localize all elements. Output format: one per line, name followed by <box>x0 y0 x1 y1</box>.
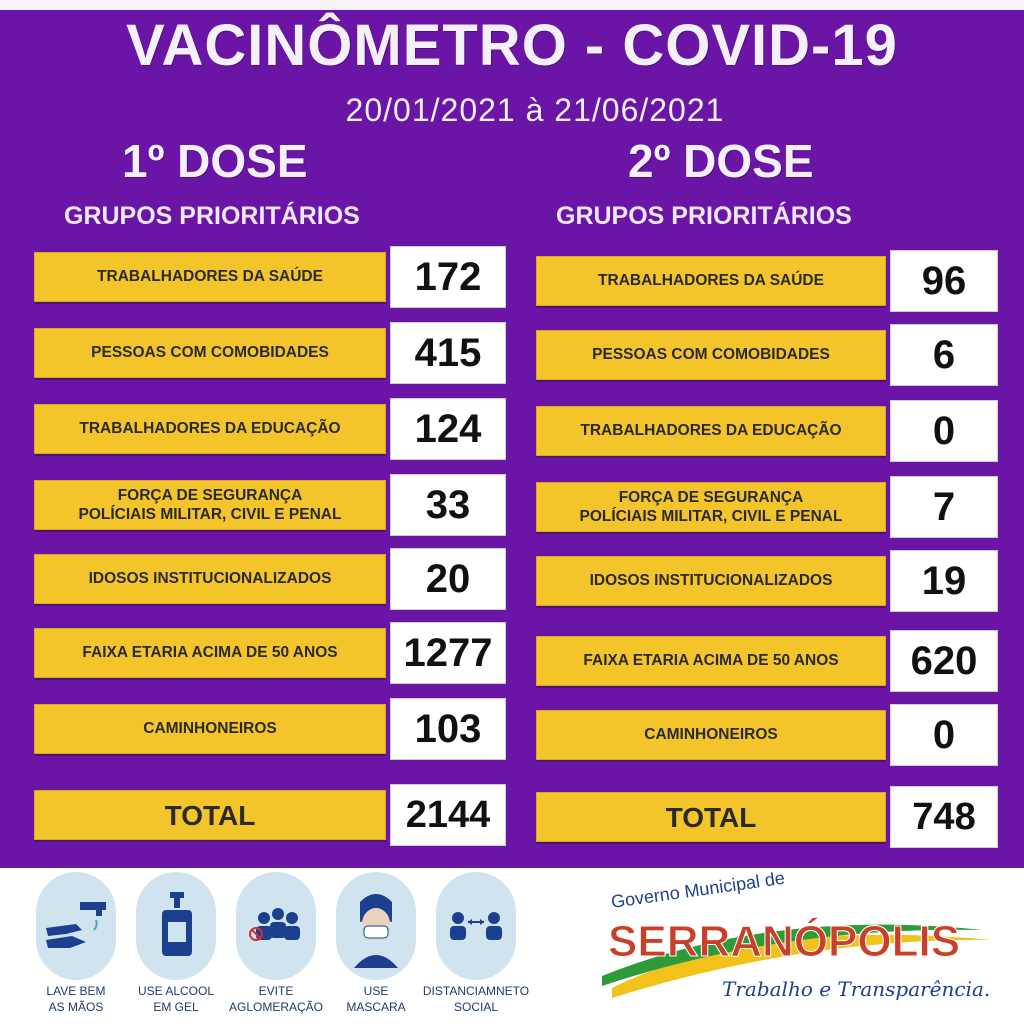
date-range: 20/01/2021 à 21/06/2021 <box>345 92 725 128</box>
prevention-item <box>30 872 122 1022</box>
sanitizer-icon <box>136 872 216 980</box>
dose2-row-value: 6 <box>890 324 998 386</box>
dose1-row <box>34 474 506 534</box>
dose2-group-title: GRUPOS PRIORITÁRIOS <box>556 202 852 230</box>
dose2-row-label: TRABALHADORES DA EDUCAÇÃO <box>536 406 886 456</box>
dose2-row-value: 0 <box>890 704 998 766</box>
prevention-label: USE MASCARA <box>346 984 406 1014</box>
dose2-row-label: FORÇA DE SEGURANÇA POLÍCIAIS MILITAR, CIVIL E PENAL <box>536 482 886 532</box>
prevention-item <box>422 872 530 1022</box>
dose1-row <box>34 698 506 758</box>
dose1-total-value: 2144 <box>390 784 506 846</box>
dose2-row <box>536 704 998 764</box>
dose1-row-value: 33 <box>390 474 506 536</box>
logo-slogan: Trabalho e Transparência. <box>722 977 991 1001</box>
dose2-row <box>536 550 998 610</box>
logo-name: SERRANÓPOLIS <box>608 917 961 966</box>
dose2-row-value: 19 <box>890 550 998 612</box>
dose2-total-label: TOTAL <box>536 792 886 842</box>
dose2-row-label: PESSOAS COM COMOBIDADES <box>536 330 886 380</box>
dose2-total-row <box>536 786 998 846</box>
dose2-row <box>536 324 998 384</box>
prevention-label: DISTANCIAMNETO SOCIAL <box>422 984 530 1014</box>
prevention-label: USE ALCOOL EM GEL <box>137 984 215 1014</box>
dose1-row-value: 1277 <box>390 622 506 684</box>
crowd-icon <box>236 872 316 980</box>
dose2-title: 2º DOSE <box>628 135 814 187</box>
dose2-row-value: 0 <box>890 400 998 462</box>
dose2-row-value: 7 <box>890 476 998 538</box>
dose1-row <box>34 246 506 306</box>
dose1-title: 1º DOSE <box>122 135 308 187</box>
dose1-row-value: 172 <box>390 246 506 308</box>
prevention-item <box>330 872 422 1022</box>
top-strip <box>0 0 1024 10</box>
dose1-row-label: PESSOAS COM COMOBIDADES <box>34 328 386 378</box>
dose2-row <box>536 400 998 460</box>
dose1-row-label: TRABALHADORES DA EDUCAÇÃO <box>34 404 386 454</box>
dose2-row-label: FAIXA ETARIA ACIMA DE 50 ANOS <box>536 636 886 686</box>
dose1-row-label: FAIXA ETARIA ACIMA DE 50 ANOS <box>34 628 386 678</box>
dose1-group-title: GRUPOS PRIORITÁRIOS <box>64 202 360 230</box>
dose1-total-label: TOTAL <box>34 790 386 840</box>
dose1-row <box>34 322 506 382</box>
dose2-row-value: 620 <box>890 630 998 692</box>
dose1-total-row <box>34 784 506 844</box>
logo-top-text: Governo Municipal de <box>609 868 786 912</box>
prevention-footer <box>0 868 1024 1024</box>
municipality-logo <box>572 868 1012 1018</box>
prevention-label: EVITE AGLOMERAÇÃO <box>228 984 324 1014</box>
dose2-row-value: 96 <box>890 250 998 312</box>
dose1-row <box>34 398 506 458</box>
dose1-row-label: IDOSOS INSTITUCIONALIZADOS <box>34 554 386 604</box>
dose2-row-label: TRABALHADORES DA SAÚDE <box>536 256 886 306</box>
dose2-row-label: IDOSOS INSTITUCIONALIZADOS <box>536 556 886 606</box>
prevention-item <box>230 872 322 1022</box>
dose1-row-label: FORÇA DE SEGURANÇA POLÍCIAIS MILITAR, CIVIL E PENAL <box>34 480 386 530</box>
hand-wash-icon <box>36 872 116 980</box>
prevention-label: LAVE BEM AS MÃOS <box>46 984 106 1014</box>
dose1-row-value: 20 <box>390 548 506 610</box>
dose1-row-label: CAMINHONEIROS <box>34 704 386 754</box>
page-title: VACINÔMETRO - COVID-19 <box>126 13 898 78</box>
dose1-row-value: 415 <box>390 322 506 384</box>
dose2-row <box>536 250 998 310</box>
dose2-total-value: 748 <box>890 786 998 848</box>
prevention-item <box>130 872 222 1022</box>
dose1-row-label: TRABALHADORES DA SAÚDE <box>34 252 386 302</box>
dose2-row <box>536 630 998 690</box>
dose1-row-value: 103 <box>390 698 506 760</box>
dose1-row <box>34 622 506 682</box>
dose2-row-label: CAMINHONEIROS <box>536 710 886 760</box>
dose1-row-value: 124 <box>390 398 506 460</box>
dose1-row <box>34 548 506 608</box>
distancing-icon <box>436 872 516 980</box>
mask-icon <box>336 872 416 980</box>
dose2-row <box>536 476 998 536</box>
